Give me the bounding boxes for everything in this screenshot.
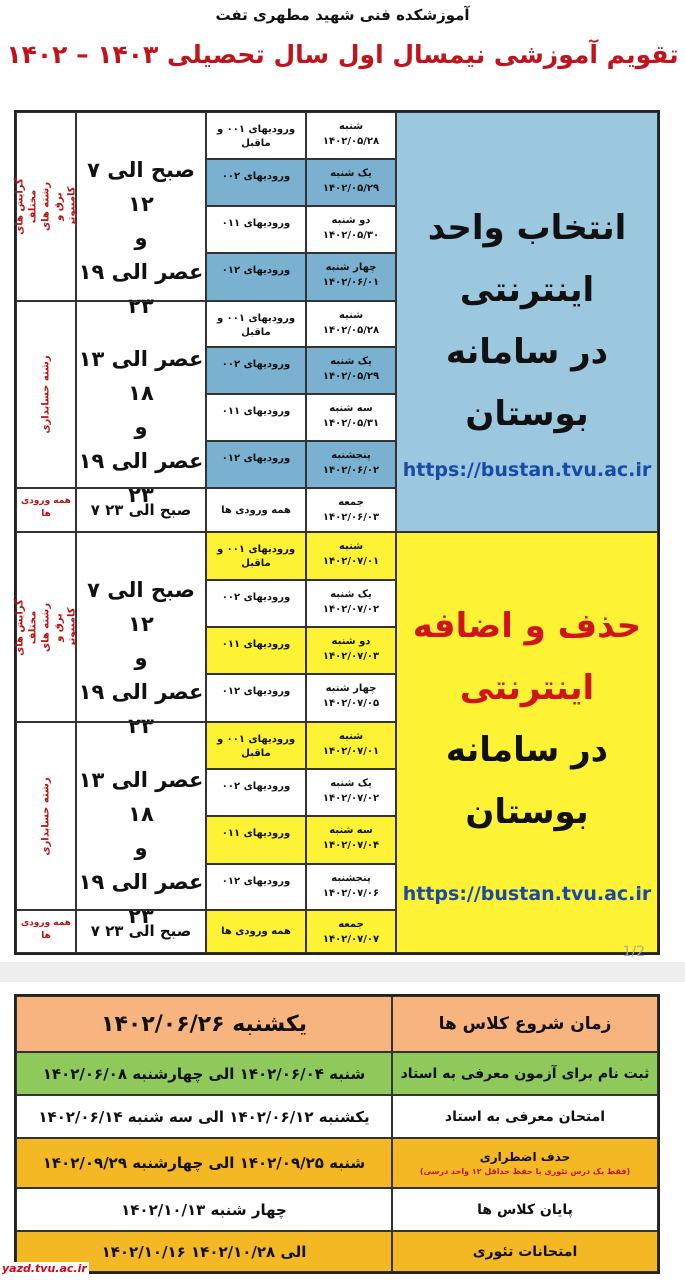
registration-table <box>14 110 660 955</box>
entry-cell: ورودیهای ۰۱۱ <box>206 816 306 864</box>
entry-cell: ورودیهای ۰۰۲ <box>206 580 306 627</box>
schedule-row <box>16 1052 658 1095</box>
entry-cell: ورودیهای ۰۱۲ <box>206 864 306 910</box>
time-range: ۱۳ عصر الی ۱۸ و ۱۹ عصر الی ۲۳ <box>76 301 206 488</box>
entry-cell: ورودیهای ۰۰۲ <box>206 347 306 394</box>
entry-cell: ورودیهای ۰۱۱ <box>206 394 306 441</box>
schedule-row <box>16 1095 658 1138</box>
schedule-value: یکشنبه ۱۴۰۲/۰۶/۲۶ <box>16 996 392 1052</box>
schedule-row <box>16 1138 658 1188</box>
unit-selection-panel <box>396 112 658 532</box>
page-separator <box>0 962 685 982</box>
entry-cell: ورودیهای ۰۰۱ و ماقبل <box>206 112 306 159</box>
add-drop-panel <box>396 532 658 953</box>
date-cell: یک شنبه ۱۴۰۲/۰۵/۲۹ <box>306 159 396 206</box>
entry-cell: ورودیهای ۰۰۲ <box>206 159 306 206</box>
field-label: گرایش های مختلف رشته های برق و کامپیوتر <box>16 112 76 301</box>
field-label: گرایش های مختلف رشته های برق و کامپیوتر <box>16 532 76 722</box>
date-cell: چهار شنبه ۱۴۰۲/۰۶/۰۱ <box>306 253 396 301</box>
entry-cell: ورودیهای ۰۱۱ <box>206 206 306 253</box>
date-cell: شنبه ۱۴۰۲/۰۷/۰۱ <box>306 532 396 580</box>
date-cell: چهار شنبه ۱۴۰۲/۰۷/۰۵ <box>306 674 396 722</box>
date-cell: شنبه ۱۴۰۲/۰۵/۲۸ <box>306 112 396 159</box>
entry-cell: ورودیهای ۰۱۱ <box>206 627 306 674</box>
page-indicator: 1/2 <box>622 944 645 960</box>
school-name: آموزشکده فنی شهید مطهری تفت <box>215 6 470 24</box>
date-cell: شنبه ۱۴۰۲/۰۵/۲۸ <box>306 301 396 347</box>
unit-selection-line2: اینترنتی <box>459 270 595 310</box>
add-drop-line1: حذف و اضافه <box>412 606 642 646</box>
add-drop-line3: در سامانه بوستان <box>445 730 609 832</box>
time-range: ۷ صبح الی ۲۳ <box>76 488 206 532</box>
date-cell: شنبه ۱۴۰۲/۰۷/۰۱ <box>306 722 396 769</box>
watermark: yazd.tvu.ac.ir <box>2 1262 87 1275</box>
bustan-link[interactable]: https://bustan.tvu.ac.ir <box>402 459 652 481</box>
time-range: ۷ صبح الی ۲۳ <box>76 910 206 953</box>
schedule-value: شنبه ۱۴۰۲/۰۶/۰۴ الی چهارشنبه ۱۴۰۲/۰۶/۰۸ <box>16 1052 392 1095</box>
date-cell: جمعه ۱۴۰۲/۰۶/۰۳ <box>306 488 396 532</box>
schedule-value: شنبه ۱۴۰۲/۰۹/۲۵ الی چهارشنبه ۱۴۰۲/۰۹/۲۹ <box>16 1138 392 1188</box>
date-cell: پنجشنبه ۱۴۰۲/۰۷/۰۶ <box>306 864 396 910</box>
entry-cell: ورودیهای ۰۰۱ و ماقبل <box>206 722 306 769</box>
schedule-label: ثبت نام برای آزمون معرفی به استاد <box>392 1052 658 1095</box>
date-cell: یک شنبه ۱۴۰۲/۰۷/۰۲ <box>306 769 396 816</box>
time-range: ۷ صبح الی ۱۲ و ۱۹ عصر الی ۲۳ <box>76 112 206 301</box>
date-cell: سه شنبه ۱۴۰۲/۰۵/۳۱ <box>306 394 396 441</box>
entry-cell: همه ورودی ها <box>206 488 306 532</box>
schedule-value: ۱۴۰۲/۱۰/۱۶ الی ۱۴۰۲/۱۰/۲۸ <box>16 1231 392 1272</box>
schedule-label: زمان شروع کلاس ها <box>392 996 658 1052</box>
schedule-note: (فقط یک درس تئوری با حفظ حداقل ۱۲ واحد درسی) <box>419 1167 631 1176</box>
schedule-label: پایان کلاس ها <box>392 1188 658 1231</box>
date-cell: سه شنبه ۱۴۰۲/۰۷/۰۴ <box>306 816 396 864</box>
entry-cell: ورودیهای ۰۰۱ و ماقبل <box>206 301 306 347</box>
schedule-label: حذف اضطراری <box>479 1150 571 1164</box>
entry-cell: ورودیهای ۰۰۲ <box>206 769 306 816</box>
field-label: رشته حسابداری <box>16 722 76 910</box>
schedule-label-cell <box>392 1138 658 1188</box>
time-range: ۷ صبح الی ۱۲ و ۱۹ عصر الی ۲۳ <box>76 532 206 722</box>
schedule-label: امتحانات تئوری <box>392 1231 658 1272</box>
schedule-row <box>16 1231 658 1272</box>
page-title: تقویم آموزشی نیمسال اول سال تحصیلی ۱۴۰۳ – ۱۴۰۲ <box>6 40 679 69</box>
date-cell: یک شنبه ۱۴۰۲/۰۷/۰۲ <box>306 580 396 627</box>
unit-selection-line3: در سامانه بوستان <box>445 332 609 434</box>
date-cell: پنجشنبه ۱۴۰۲/۰۶/۰۲ <box>306 441 396 488</box>
entry-cell: ورودیهای ۰۱۲ <box>206 674 306 722</box>
schedule-row <box>16 1188 658 1231</box>
schedule-value: یکشنبه ۱۴۰۲/۰۶/۱۲ الی سه شنبه ۱۴۰۲/۰۶/۱۴ <box>16 1095 392 1138</box>
field-label: همه ورودی ها <box>16 910 76 953</box>
schedule-value: چهار شنبه ۱۴۰۲/۱۰/۱۳ <box>16 1188 392 1231</box>
date-cell: یک شنبه ۱۴۰۲/۰۵/۲۹ <box>306 347 396 394</box>
schedule-table <box>14 994 660 1274</box>
field-label: همه ورودی ها <box>16 488 76 532</box>
time-range: ۱۳ عصر الی ۱۸ و ۱۹ عصر الی ۲۳ <box>76 722 206 910</box>
entry-cell: ورودیهای ۰۰۱ و ماقبل <box>206 532 306 580</box>
bustan-link[interactable]: https://bustan.tvu.ac.ir <box>402 883 652 905</box>
field-label: رشته حسابداری <box>16 301 76 488</box>
schedule-row <box>16 996 658 1052</box>
date-cell: دو شنبه ۱۴۰۲/۰۵/۳۰ <box>306 206 396 253</box>
date-cell: دو شنبه ۱۴۰۲/۰۷/۰۳ <box>306 627 396 674</box>
add-drop-line2: اینترنتی <box>459 668 595 708</box>
date-cell: جمعه ۱۴۰۲/۰۷/۰۷ <box>306 910 396 953</box>
schedule-label: امتحان معرفی به استاد <box>392 1095 658 1138</box>
entry-cell: ورودیهای ۰۱۲ <box>206 253 306 301</box>
unit-selection-line1: انتخاب واحد <box>427 208 627 248</box>
entry-cell: همه ورودی ها <box>206 910 306 953</box>
entry-cell: ورودیهای ۰۱۲ <box>206 441 306 488</box>
